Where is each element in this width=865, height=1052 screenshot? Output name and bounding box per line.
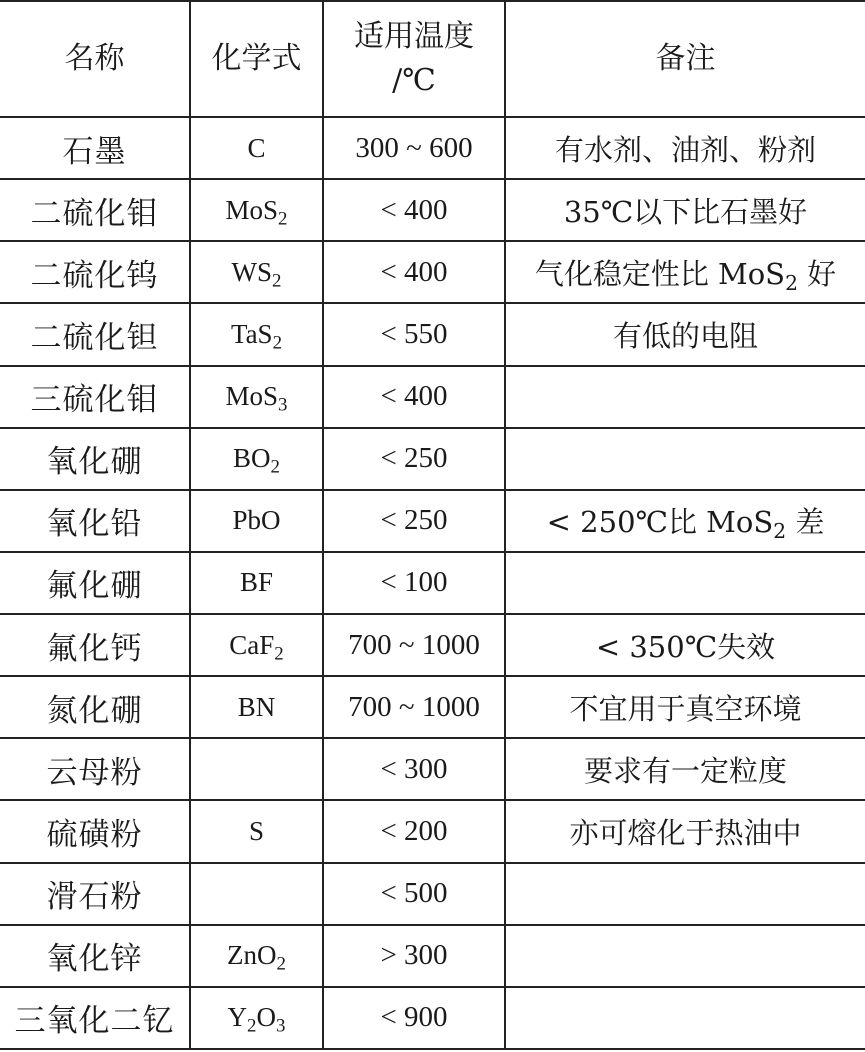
cell-temperature: 700 ~ 1000 <box>323 614 505 676</box>
cell-formula <box>190 117 323 179</box>
table-row <box>0 987 865 1049</box>
cell-name: 氧化锌 <box>0 925 190 987</box>
cell-name: 氟化钙 <box>0 614 190 676</box>
cell-name: 氟化硼 <box>0 552 190 614</box>
formula-base: TaS <box>230 318 273 349</box>
cell-note <box>505 925 865 987</box>
formula-base: S <box>248 815 265 846</box>
table-row <box>0 676 865 738</box>
cell-note <box>505 117 865 179</box>
cell-name: 硫磺粉 <box>0 800 190 862</box>
table-row <box>0 303 865 365</box>
formula-subscript: 3 <box>278 394 288 416</box>
cell-temperature: < 250 <box>323 428 505 490</box>
cell-temperature: < 550 <box>323 303 505 365</box>
cell-temperature: 700 ~ 1000 <box>323 676 505 738</box>
header-row <box>0 1 865 117</box>
note-text: 35℃以下比石墨好 <box>563 194 808 229</box>
formula-base: C <box>247 132 266 163</box>
formula-base: ZnO <box>227 940 277 971</box>
formula-subscript: 2 <box>276 953 286 975</box>
table-row <box>0 863 865 925</box>
cell-formula <box>190 490 323 552</box>
formula-subscript: 2 <box>278 208 288 230</box>
cell-temperature: > 300 <box>323 925 505 987</box>
cell-formula <box>190 800 323 862</box>
cell-note <box>505 241 865 303</box>
table-row <box>0 179 865 241</box>
cell-temperature: < 250 <box>323 490 505 552</box>
cell-formula <box>190 428 323 490</box>
cell-name: 氧化硼 <box>0 428 190 490</box>
formula-base: WS <box>231 256 273 287</box>
cell-temperature: 300 ~ 600 <box>323 117 505 179</box>
cell-formula <box>190 863 323 925</box>
header-temperature <box>323 1 505 117</box>
formula-base: PbO <box>232 505 281 536</box>
cell-formula <box>190 676 323 738</box>
formula-base: CaF <box>229 629 275 660</box>
cell-formula <box>190 241 323 303</box>
header-temp-label: 适用温度 <box>354 19 474 54</box>
cell-formula <box>190 738 323 800</box>
table-row <box>0 738 865 800</box>
formula-base: MoS <box>225 194 279 225</box>
cell-note <box>505 738 865 800</box>
formula-subscript: 2 <box>272 270 282 292</box>
formula-subscript: 2 <box>247 1016 257 1038</box>
table-row <box>0 552 865 614</box>
table-row <box>0 925 865 987</box>
formula-base: BN <box>237 691 276 722</box>
cell-note <box>505 303 865 365</box>
formula-base: MoS <box>225 381 279 412</box>
note-text: < 350℃失效 <box>595 629 776 664</box>
table-row <box>0 800 865 862</box>
cell-formula <box>190 552 323 614</box>
note-suffix: 好 <box>797 256 837 291</box>
cell-formula <box>190 925 323 987</box>
table-row <box>0 614 865 676</box>
formula-base: Y <box>227 1002 248 1033</box>
cell-temperature: < 400 <box>323 241 505 303</box>
note-subscript: 2 <box>785 270 798 295</box>
cell-temperature: < 200 <box>323 800 505 862</box>
formula-subscript: 2 <box>274 643 284 665</box>
table-row <box>0 490 865 552</box>
formula-subscript: 2 <box>272 332 283 354</box>
table-row <box>0 117 865 179</box>
cell-temperature: < 400 <box>323 366 505 428</box>
cell-name: 三硫化钼 <box>0 366 190 428</box>
header-name: 名称 <box>0 1 190 117</box>
cell-note <box>505 800 865 862</box>
cell-note <box>505 179 865 241</box>
cell-name: 二硫化钼 <box>0 179 190 241</box>
cell-formula <box>190 366 323 428</box>
cell-note <box>505 490 865 552</box>
table-row <box>0 241 865 303</box>
cell-name: 云母粉 <box>0 738 190 800</box>
cell-name: 三氧化二钇 <box>0 987 190 1049</box>
table-row <box>0 428 865 490</box>
formula-subscript-2: 3 <box>276 1016 286 1038</box>
cell-name: 滑石粉 <box>0 863 190 925</box>
cell-note <box>505 863 865 925</box>
cell-temperature: < 400 <box>323 179 505 241</box>
cell-note <box>505 987 865 1049</box>
cell-name: 石墨 <box>0 117 190 179</box>
cell-formula <box>190 614 323 676</box>
formula-rest: O <box>256 1002 276 1033</box>
cell-name: 氮化硼 <box>0 676 190 738</box>
note-text: 不宜用于真空环境 <box>569 691 802 726</box>
note-text: 要求有一定粒度 <box>583 753 787 788</box>
note-text: 有低的电阻 <box>612 318 758 353</box>
note-text: 有水剂、油剂、粉剂 <box>554 132 816 167</box>
cell-name: 二硫化钽 <box>0 303 190 365</box>
header-formula: 化学式 <box>190 1 323 117</box>
note-subscript: 2 <box>773 519 787 544</box>
note-text: < 250℃比 MoS <box>546 505 774 540</box>
note-text: 亦可熔化于热油中 <box>569 815 802 850</box>
cell-formula <box>190 303 323 365</box>
cell-name: 二硫化钨 <box>0 241 190 303</box>
cell-note <box>505 552 865 614</box>
header-note: 备注 <box>505 1 865 117</box>
cell-temperature: < 900 <box>323 987 505 1049</box>
cell-temperature: < 500 <box>323 863 505 925</box>
formula-base: BF <box>239 567 274 598</box>
cell-formula <box>190 987 323 1049</box>
cell-name: 氧化铅 <box>0 490 190 552</box>
formula-subscript: 2 <box>270 456 280 478</box>
cell-note <box>505 614 865 676</box>
header-temp-unit: /℃ <box>392 63 436 98</box>
table-body <box>0 117 865 1049</box>
cell-formula <box>190 179 323 241</box>
cell-note <box>505 366 865 428</box>
note-suffix: 差 <box>786 505 825 540</box>
formula-base: BO <box>233 443 271 474</box>
cell-temperature: < 100 <box>323 552 505 614</box>
table-row <box>0 366 865 428</box>
note-text: 气化稳定性比 MoS <box>534 256 786 291</box>
cell-temperature: < 300 <box>323 738 505 800</box>
cell-note <box>505 676 865 738</box>
cell-note <box>505 428 865 490</box>
